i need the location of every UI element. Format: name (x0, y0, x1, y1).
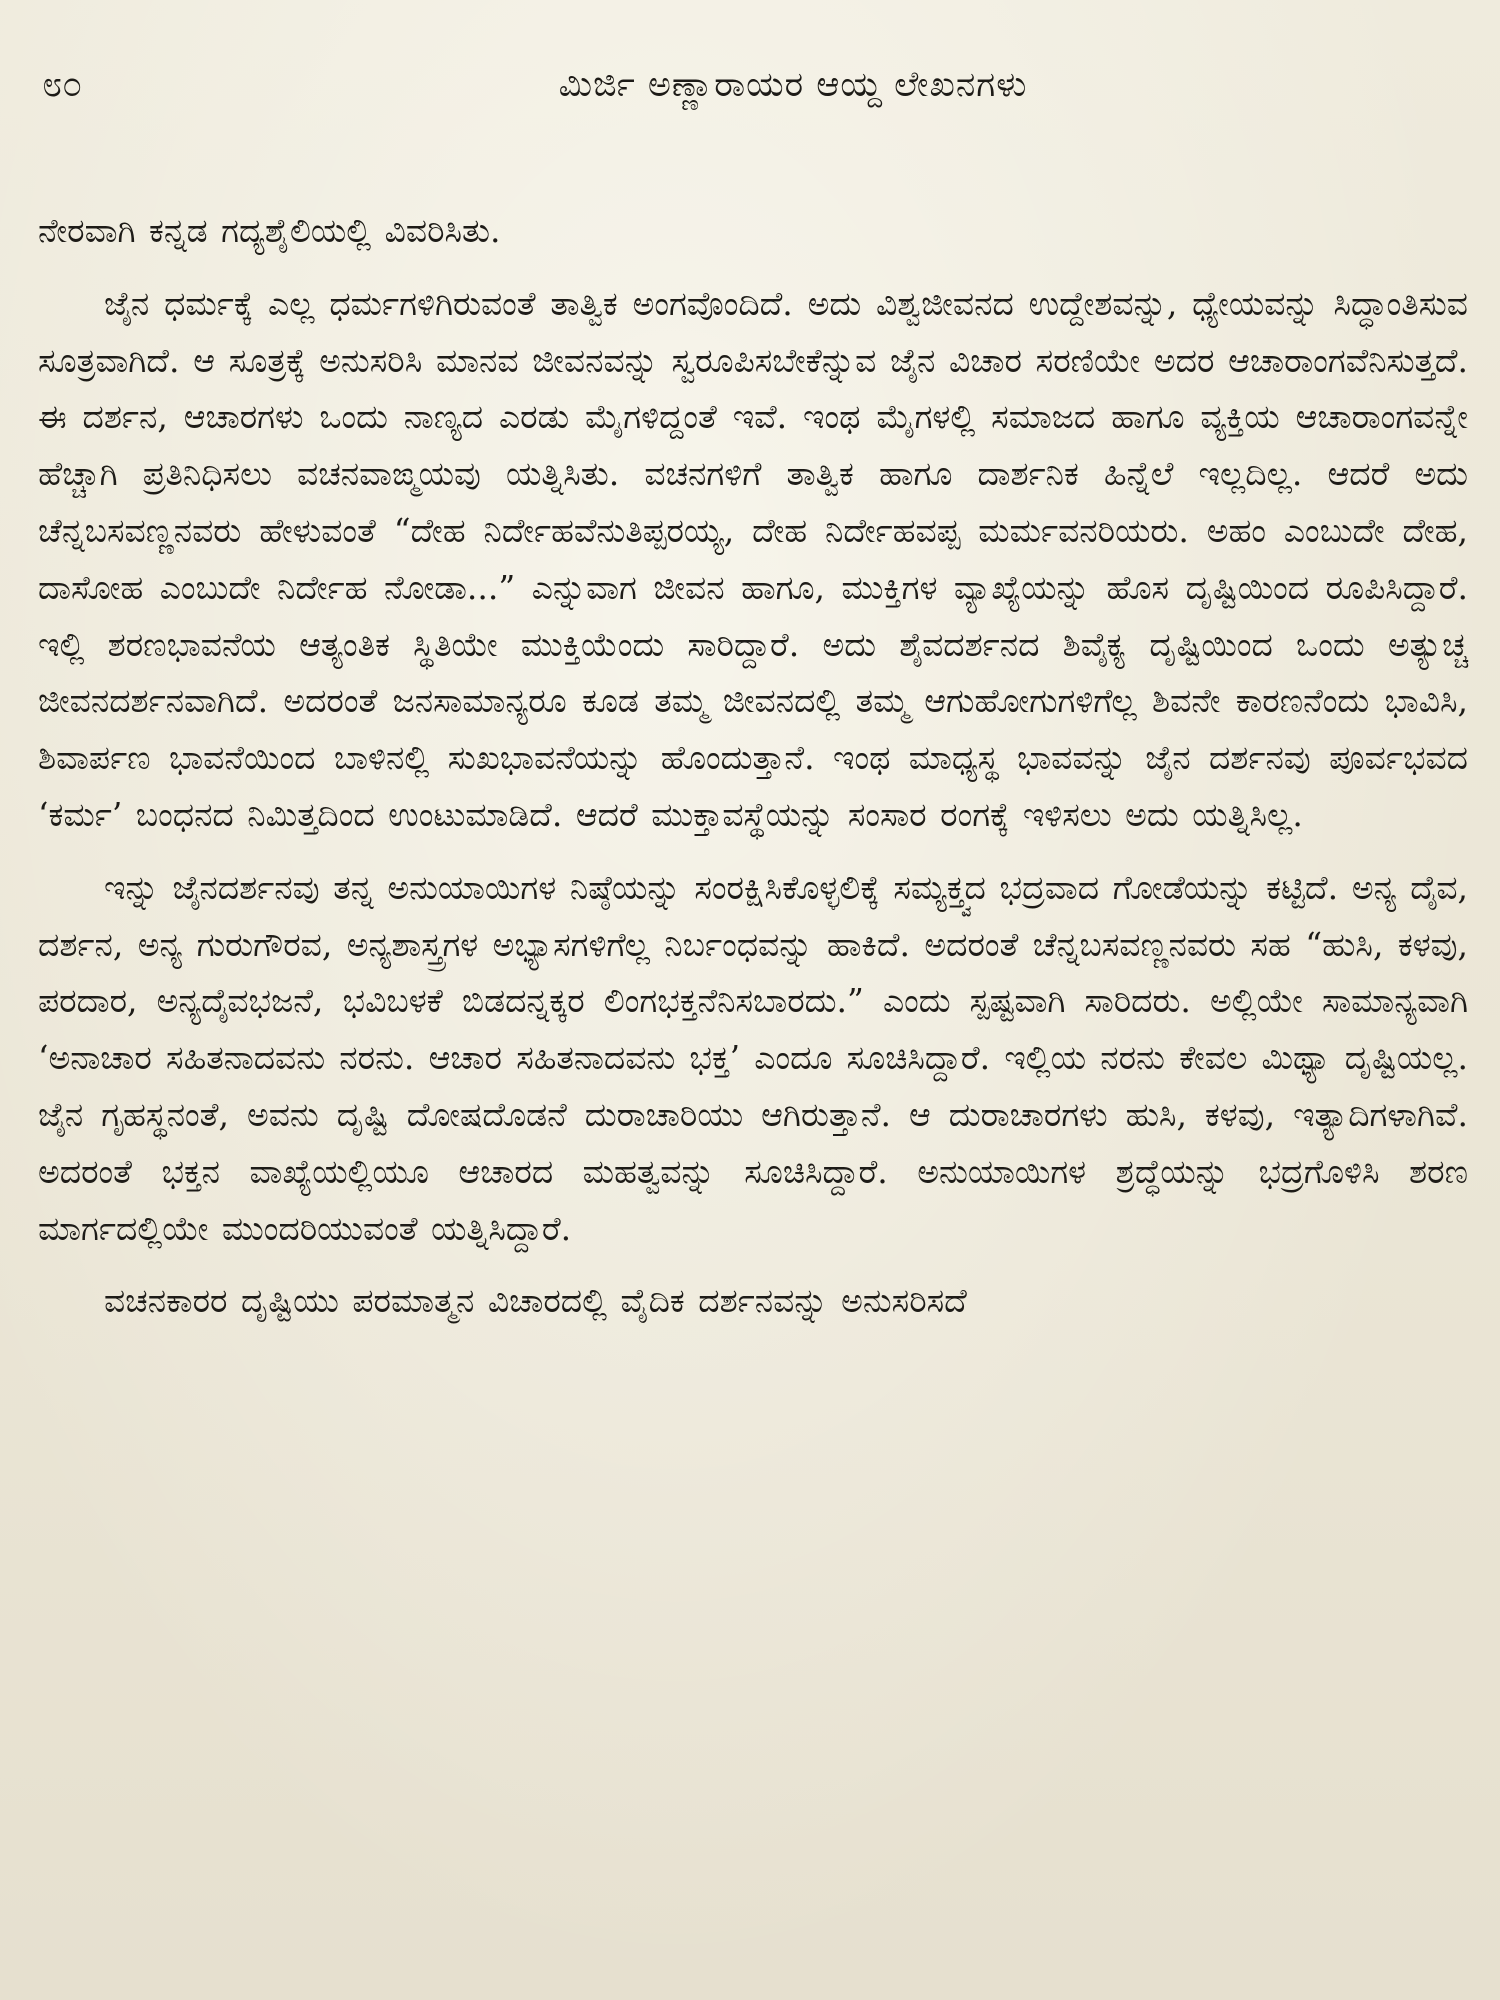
running-title: ಮಿರ್ಜಿ ಅಣ್ಣಾರಾಯರ ಆಯ್ದ ಲೇಖನಗಳು (558, 65, 1028, 105)
paragraph-4: ವಚನಕಾರರ ದೃಷ್ಟಿಯು ಪರಮಾತ್ಮನ ವಿಚಾರದಲ್ಲಿ ವೈದಿಕ ದರ್ಶನವನ್ನು ಅನುಸರಿಸದೆ (104, 1281, 967, 1321)
paragraph-1: ನೇರವಾಗಿ ಕನ್ನಡ ಗದ್ಯಶೈಲಿಯಲ್ಲಿ ವಿವರಿಸಿತು. (38, 211, 501, 250)
page-number: ೮೦ (42, 64, 83, 105)
paragraph-3: ಇನ್ನು ಜೈನದರ್ಶನವು ತನ್ನ ಅನುಯಾಯಿಗಳ ನಿಷ್ಠೆಯನ್ನು ಸಂರಕ್ಷಿಸಿಕೊಳ್ಳಲಿಕ್ಕೆ ಸಮ್ಯಕ್ತ್ವದ ಭದ್ರವಾದ ಗೋಡೆಯನ್ನು ಕಟ್ಟಿದೆ. ಅನ್ಯ ದೈವ, ದರ್ಶನ, ಅನ್ಯ ಗುರುಗೌರವ, ಅನ್ಯಶಾಸ್ತ್ರಗಳ ಅಭ್ಯಾಸಗಳಿಗೆಲ್ಲ ನಿರ್ಬಂಧವನ್ನು ಹಾಕಿದೆ. ಅದರಂತೆ ಚೆನ್ನಬಸವಣ್ಣನವರು ಸಹ “ಹುಸಿ, ಕಳವು, ಪರದಾರ, ಅನ್ಯದೈವಭಜನೆ, ಭವಿಬಳಕೆ ಬಿಡದನ್ನಕ್ಕರ ಲಿಂಗಭಕ್ತನೆನಿಸಬಾರದು.” ಎಂದು ಸ್ಪಷ್ಟವಾಗಿ ಸಾರಿದರು. ಅಲ್ಲಿಯೇ ಸಾಮಾನ್ಯವಾಗಿ ‘ಅನಾಚಾರ ಸಹಿತನಾದವನು ನರನು. ಆಚಾರ ಸಹಿತನಾದವನು ಭಕ್ತ’ ಎಂದೂ ಸೂಚಿಸಿದ್ದಾರೆ. ಇಲ್ಲಿಯ ನರನು ಕೇವಲ ಮಿಥ್ಯಾ ದೃಷ್ಟಿಯಲ್ಲ. ಜೈನ ಗೃಹಸ್ಥನಂತೆ, ಅವನು ದೃಷ್ಟಿ ದೋಷದೊಡನೆ ದುರಾಚಾರಿಯು ಆಗಿರುತ್ತಾನೆ. ಆ ದುರಾಚಾರಗಳು ಹುಸಿ, ಕಳವು, ಇತ್ಯಾದಿಗಳಾಗಿವೆ. ಅದರಂತೆ ಭಕ್ತನ ವಾಖ್ಯೆಯಲ್ಲಿಯೂ ಆಚಾರದ ಮಹತ್ವವನ್ನು ಸೂಚಿಸಿದ್ದಾರೆ. ಅನುಯಾಯಿಗಳ ಶ್ರದ್ಧೆಯನ್ನು ಭದ್ರಗೊಳಿಸಿ ಶರಣ ಮಾರ್ಗದಲ್ಲಿಯೇ ಮುಂದರಿಯುವಂತೆ ಯತ್ನಿಸಿದ್ದಾರೆ. (38, 867, 1468, 1248)
paragraph-2: ಜೈನ ಧರ್ಮಕ್ಕೆ ಎಲ್ಲ ಧರ್ಮಗಳಿಗಿರುವಂತೆ ತಾತ್ವಿಕ ಅಂಗವೊಂದಿದೆ. ಅದು ವಿಶ್ವಜೀವನದ ಉದ್ದೇಶವನ್ನು, ಧ್ಯೇಯವನ್ನು ಸಿದ್ಧಾಂತಿಸುವ ಸೂತ್ರವಾಗಿದೆ. ಆ ಸೂತ್ರಕ್ಕೆ ಅನುಸರಿಸಿ ಮಾನವ ಜೀವನವನ್ನು ಸ್ವರೂಪಿಸಬೇಕೆನ್ನುವ ಜೈನ ವಿಚಾರ ಸರಣಿಯೇ ಅದರ ಆಚಾರಾಂಗವೆನಿಸುತ್ತದೆ. ಈ ದರ್ಶನ, ಆಚಾರಗಳು ಒಂದು ನಾಣ್ಯದ ಎರಡು ಮೈಗಳಿದ್ದಂತೆ ಇವೆ. ಇಂಥ ಮೈಗಳಲ್ಲಿ ಸಮಾಜದ ಹಾಗೂ ವ್ಯಕ್ತಿಯ ಆಚಾರಾಂಗವನ್ನೇ ಹೆಚ್ಚಾಗಿ ಪ್ರತಿನಿಧಿಸಲು ವಚನವಾಙ್ಮಯವು ಯತ್ನಿಸಿತು. ವಚನಗಳಿಗೆ ತಾತ್ವಿಕ ಹಾಗೂ ದಾರ್ಶನಿಕ ಹಿನ್ನೆಲೆ ಇಲ್ಲದಿಲ್ಲ. ಆದರೆ ಅದು ಚೆನ್ನಬಸವಣ್ಣನವರು ಹೇಳುವಂತೆ “ದೇಹ ನಿರ್ದೇಹವೆನುತಿಪ್ಪರಯ್ಯ, ದೇಹ ನಿರ್ದೇಹವಪ್ಪ ಮರ್ಮವನರಿಯರು. ಅಹಂ ಎಂಬುದೇ ದೇಹ, ದಾಸೋಹ ಎಂಬುದೇ ನಿರ್ದೇಹ ನೋಡಾ...” ಎನ್ನುವಾಗ ಜೀವನ ಹಾಗೂ, ಮುಕ್ತಿಗಳ ವ್ಯಾಖ್ಯೆಯನ್ನು ಹೊಸ ದೃಷ್ಟಿಯಿಂದ ರೂಪಿಸಿದ್ದಾರೆ. ಇಲ್ಲಿ ಶರಣಭಾವನೆಯ ಆತ್ಯಂತಿಕ ಸ್ಥಿತಿಯೇ ಮುಕ್ತಿಯೆಂದು ಸಾರಿದ್ದಾರೆ. ಅದು ಶೈವದರ್ಶನದ ಶಿವೈಕ್ಯ ದೃಷ್ಟಿಯಿಂದ ಒಂದು ಅತ್ಯುಚ್ಚ ಜೀವನದರ್ಶನವಾಗಿದೆ. ಅದರಂತೆ ಜನಸಾಮಾನ್ಯರೂ ಕೂಡ ತಮ್ಮ ಜೀವನದಲ್ಲಿ ತಮ್ಮ ಆಗುಹೋಗುಗಳಿಗೆಲ್ಲ ಶಿವನೇ ಕಾರಣನೆಂದು ಭಾವಿಸಿ, ಶಿವಾರ್ಪಣ ಭಾವನೆಯಿಂದ ಬಾಳಿನಲ್ಲಿ ಸುಖಭಾವನೆಯನ್ನು ಹೊಂದುತ್ತಾನೆ. ಇಂಥ ಮಾಧ್ಯಸ್ಥ ಭಾವವನ್ನು ಜೈನ ದರ್ಶನವು ಪೂರ್ವಭವದ ‘ಕರ್ಮ’ ಬಂಧನದ ನಿಮಿತ್ತದಿಂದ ಉಂಟುಮಾಡಿದೆ. ಆದರೆ ಮುಕ್ತಾವಸ್ಥೆಯನ್ನು ಸಂಸಾರ ರಂಗಕ್ಕೆ ಇಳಿಸಲು ಅದು ಯತ್ನಿಸಿಲ್ಲ. (38, 283, 1468, 834)
running-head (38, 55, 1468, 125)
body-text (38, 203, 1468, 1330)
